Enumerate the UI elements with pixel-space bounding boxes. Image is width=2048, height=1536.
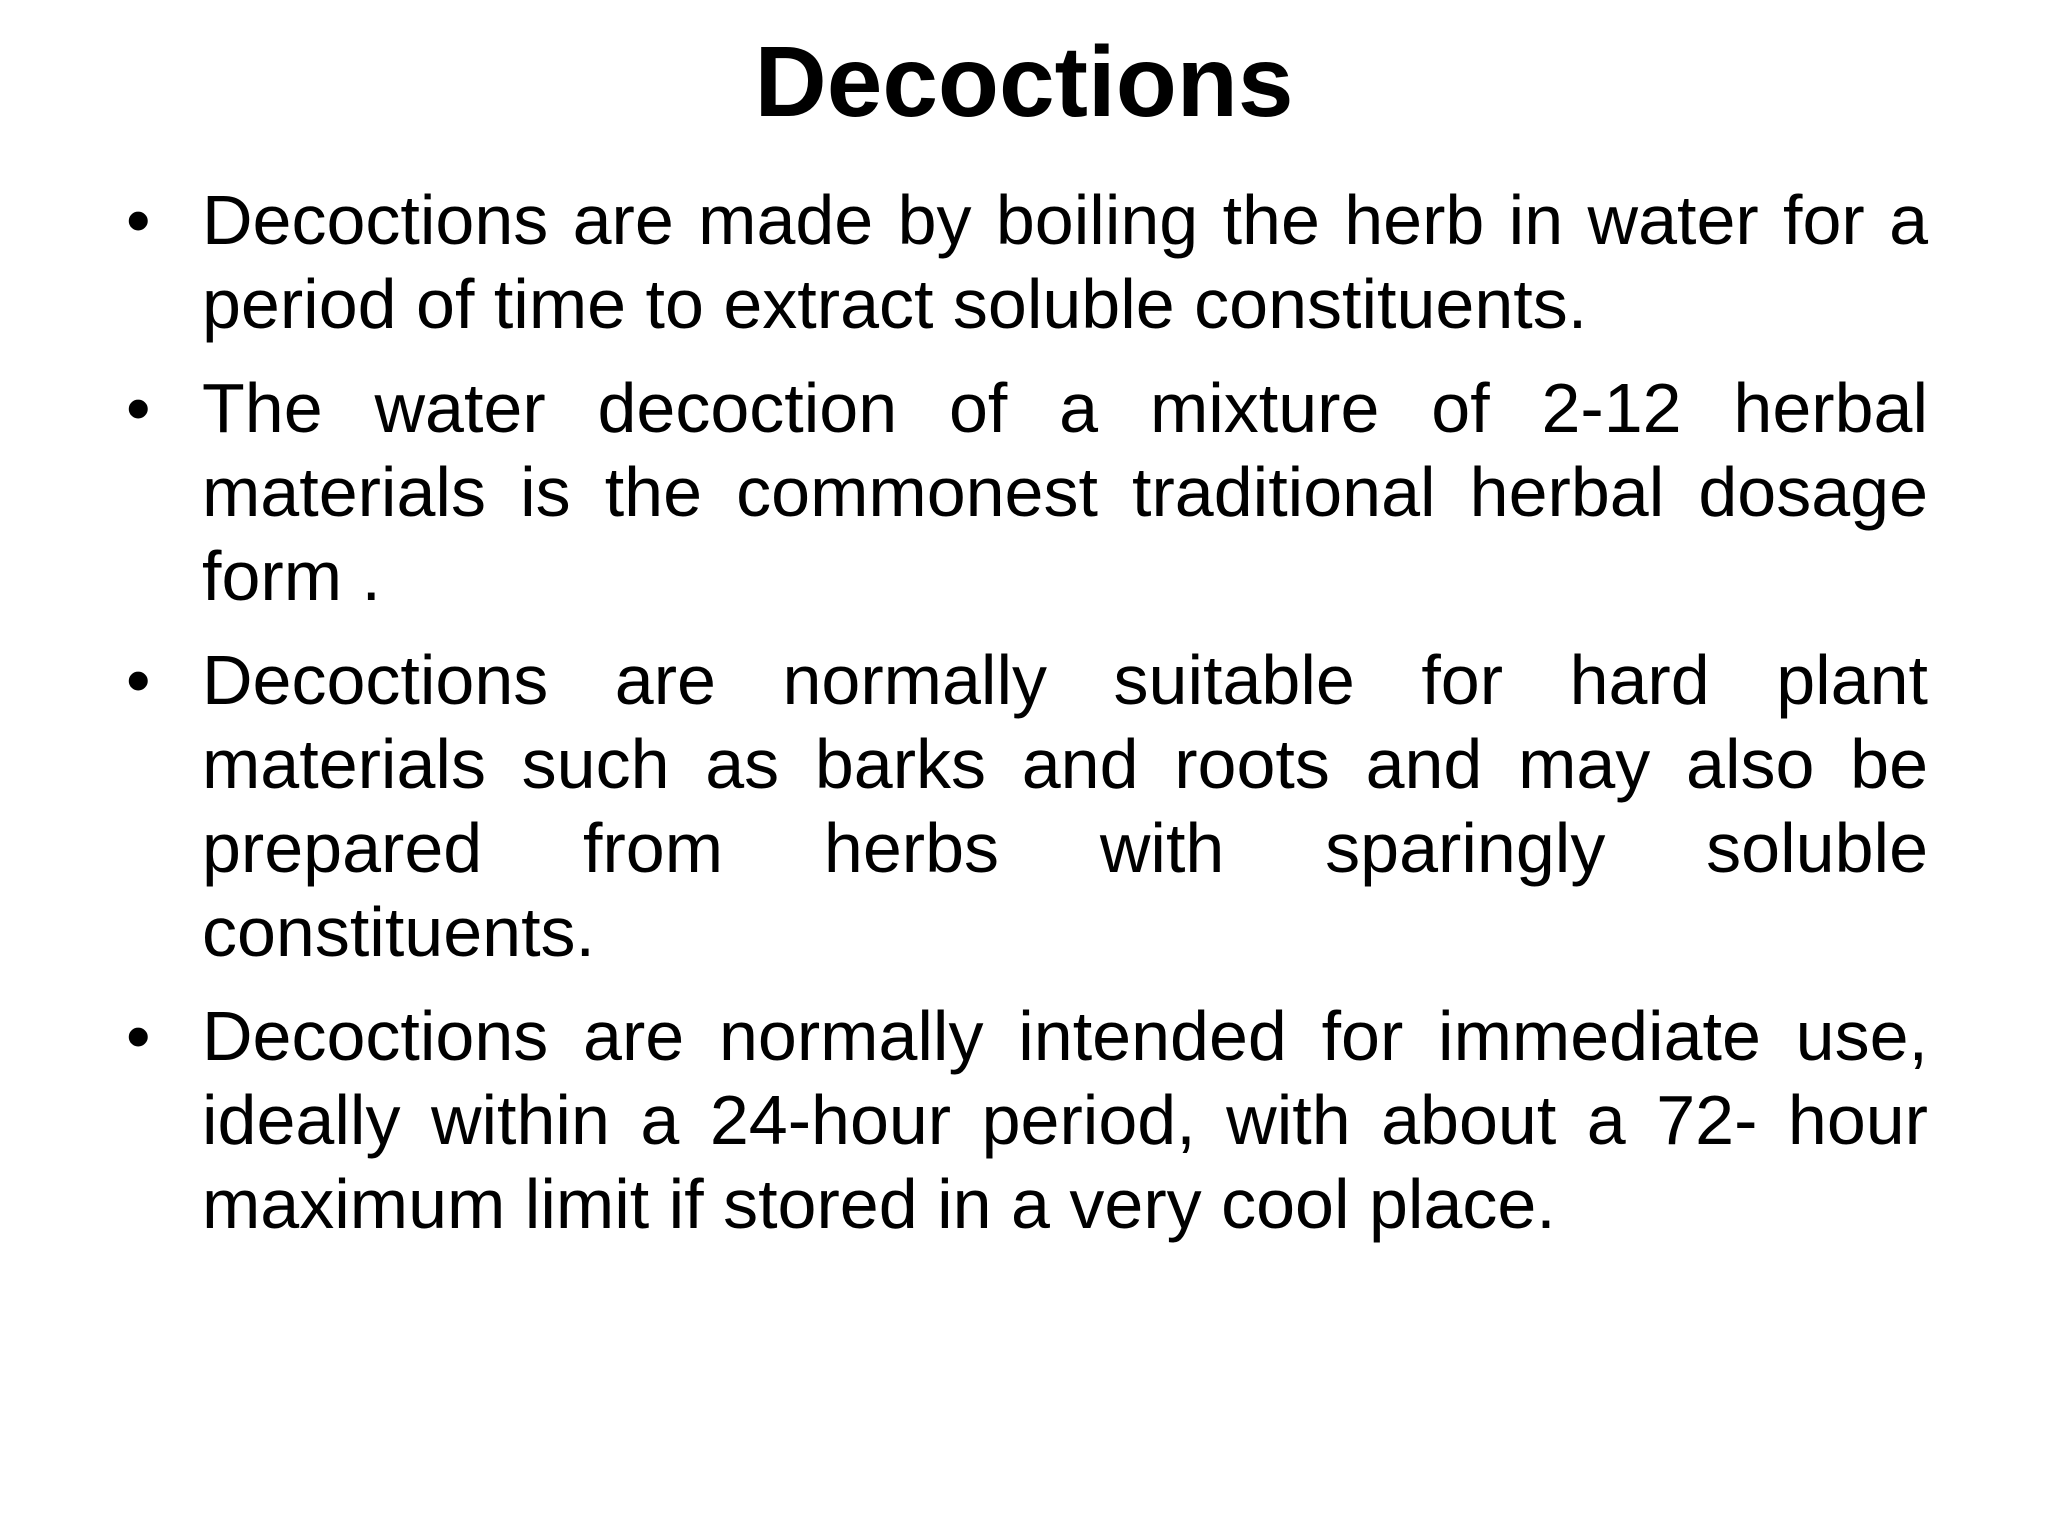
bullet-icon: • bbox=[126, 369, 151, 447]
bullet-item bbox=[118, 994, 1928, 1246]
bullet-icon: • bbox=[126, 181, 151, 259]
bullet-item bbox=[118, 638, 1928, 974]
bullet-text: Decoctions are normally suitable for hard plant materials such as barks and roots and may also be prepared from herbs with sparingly soluble constituents. bbox=[202, 641, 1928, 971]
bullet-icon: • bbox=[126, 997, 151, 1075]
bullet-text: Decoctions are made by boiling the herb in water for a period of time to extract soluble constituents. bbox=[202, 181, 1928, 343]
bullet-item bbox=[118, 366, 1928, 618]
bullet-item bbox=[118, 178, 1928, 346]
bullet-icon: • bbox=[126, 641, 151, 719]
bullet-text: Decoctions are normally intended for immediate use, ideally within a 24-hour period, with about a 72- hour maximum limit if stored in a very cool place. bbox=[202, 997, 1928, 1243]
slide-title: Decoctions bbox=[754, 26, 1294, 138]
bullet-text: The water decoction of a mixture of 2-12 herbal materials is the commonest traditional herbal dosage form . bbox=[202, 369, 1928, 615]
bullet-list bbox=[118, 178, 1928, 1266]
